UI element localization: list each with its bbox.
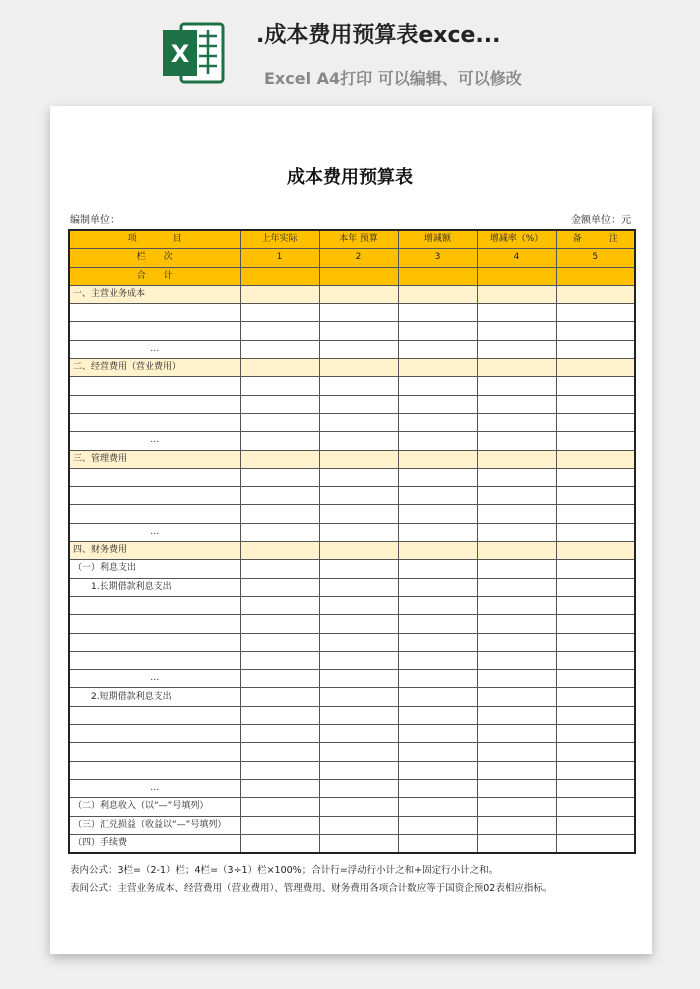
value-cell[interactable] <box>240 359 319 377</box>
value-cell[interactable] <box>319 340 398 358</box>
value-cell[interactable] <box>319 359 398 377</box>
value-cell[interactable] <box>477 542 556 560</box>
value-cell[interactable] <box>477 670 556 688</box>
value-cell[interactable] <box>398 578 477 596</box>
value-cell[interactable] <box>477 377 556 395</box>
value-cell[interactable] <box>556 450 635 468</box>
formula-note-inner: 表内公式：3栏=（2-1）栏；4栏=（3÷1）栏×100%；合计行=浮动行小计之和+固定行小计之和。 <box>70 865 499 876</box>
value-cell[interactable] <box>240 340 319 358</box>
value-cell[interactable] <box>398 633 477 651</box>
row-label-cell[interactable] <box>69 395 240 413</box>
value-cell[interactable] <box>477 633 556 651</box>
value-cell[interactable] <box>398 651 477 669</box>
value-cell[interactable] <box>240 633 319 651</box>
header-cell: 增减率（%） <box>477 230 556 249</box>
value-cell[interactable] <box>556 395 635 413</box>
row-label-cell[interactable] <box>69 725 240 743</box>
amount-unit-label: 金额单位：元 <box>571 215 631 226</box>
sheet-title: 成本费用预算表 <box>287 167 413 188</box>
row-label-cell[interactable]: … <box>69 523 240 541</box>
value-cell[interactable] <box>240 377 319 395</box>
value-cell[interactable] <box>398 560 477 578</box>
table-row <box>69 725 635 743</box>
value-cell[interactable] <box>477 834 556 853</box>
row-label-cell[interactable] <box>69 615 240 633</box>
value-cell[interactable] <box>398 359 477 377</box>
header-cell <box>556 267 635 285</box>
value-cell[interactable] <box>319 688 398 706</box>
value-cell[interactable] <box>556 505 635 523</box>
value-cell[interactable] <box>319 487 398 505</box>
row-label-cell[interactable]: … <box>69 340 240 358</box>
value-cell[interactable] <box>398 487 477 505</box>
row-label-cell[interactable] <box>69 743 240 761</box>
value-cell[interactable] <box>556 487 635 505</box>
table-row <box>69 651 635 669</box>
value-cell[interactable] <box>398 395 477 413</box>
value-cell[interactable] <box>240 450 319 468</box>
excel-icon-letter: X <box>170 40 190 68</box>
value-cell[interactable] <box>240 834 319 853</box>
section-row <box>69 542 635 560</box>
value-cell[interactable] <box>240 413 319 431</box>
value-cell[interactable] <box>556 670 635 688</box>
row-label-cell[interactable]: 四、财务费用 <box>69 542 240 560</box>
value-cell[interactable] <box>398 670 477 688</box>
value-cell[interactable] <box>240 798 319 816</box>
table-row <box>69 304 635 322</box>
value-cell[interactable] <box>319 304 398 322</box>
row-label-cell[interactable] <box>69 633 240 651</box>
value-cell[interactable] <box>398 505 477 523</box>
value-cell[interactable] <box>477 651 556 669</box>
value-cell[interactable] <box>319 834 398 853</box>
row-label-cell[interactable] <box>69 468 240 486</box>
value-cell[interactable] <box>556 413 635 431</box>
table-row <box>69 596 635 614</box>
value-cell[interactable] <box>319 779 398 797</box>
value-cell[interactable] <box>398 706 477 724</box>
table-row <box>69 798 635 816</box>
value-cell[interactable] <box>556 542 635 560</box>
value-cell[interactable] <box>556 816 635 834</box>
table-row <box>69 633 635 651</box>
value-cell[interactable] <box>240 578 319 596</box>
value-cell[interactable] <box>319 505 398 523</box>
value-cell[interactable] <box>240 505 319 523</box>
header-cell: 5 <box>556 249 635 267</box>
table-row <box>69 615 635 633</box>
table-row <box>69 487 635 505</box>
value-cell[interactable] <box>556 578 635 596</box>
value-cell[interactable] <box>556 779 635 797</box>
row-label-cell[interactable] <box>69 505 240 523</box>
value-cell[interactable] <box>477 596 556 614</box>
value-cell[interactable] <box>477 340 556 358</box>
value-cell[interactable] <box>398 761 477 779</box>
row-label-cell[interactable]: 1.长期借款利息支出 <box>69 578 240 596</box>
value-cell[interactable] <box>477 688 556 706</box>
value-cell[interactable] <box>319 523 398 541</box>
value-cell[interactable] <box>398 285 477 303</box>
value-cell[interactable] <box>477 413 556 431</box>
row-label-cell[interactable] <box>69 651 240 669</box>
value-cell[interactable] <box>240 523 319 541</box>
value-cell[interactable] <box>398 834 477 853</box>
table-row <box>69 816 635 834</box>
value-cell[interactable] <box>556 725 635 743</box>
value-cell[interactable] <box>556 285 635 303</box>
row-label-cell[interactable] <box>69 304 240 322</box>
value-cell[interactable] <box>319 761 398 779</box>
value-cell[interactable] <box>240 725 319 743</box>
row-label-cell[interactable]: … <box>69 432 240 450</box>
value-cell[interactable] <box>240 395 319 413</box>
header-row <box>69 249 635 267</box>
value-cell[interactable] <box>477 560 556 578</box>
value-cell[interactable] <box>319 560 398 578</box>
value-cell[interactable] <box>398 450 477 468</box>
value-cell[interactable] <box>398 413 477 431</box>
value-cell[interactable] <box>556 304 635 322</box>
row-label-cell[interactable]: 二、经营费用（营业费用） <box>69 359 240 377</box>
value-cell[interactable] <box>398 725 477 743</box>
table-row <box>69 834 635 853</box>
value-cell[interactable] <box>477 578 556 596</box>
value-cell[interactable] <box>556 340 635 358</box>
row-label-cell[interactable] <box>69 761 240 779</box>
header-cell: 本年 预算 <box>319 230 398 249</box>
table-row <box>69 432 635 450</box>
value-cell[interactable] <box>240 816 319 834</box>
value-cell[interactable] <box>319 377 398 395</box>
value-cell[interactable] <box>477 285 556 303</box>
header-label-cell: 项 目 <box>69 230 240 249</box>
value-cell[interactable] <box>398 688 477 706</box>
value-cell[interactable] <box>477 798 556 816</box>
table-row <box>69 505 635 523</box>
table-row <box>69 688 635 706</box>
value-cell[interactable] <box>319 670 398 688</box>
value-cell[interactable] <box>398 304 477 322</box>
value-cell[interactable] <box>319 596 398 614</box>
row-label-cell[interactable]: 一、主营业务成本 <box>69 285 240 303</box>
value-cell[interactable] <box>240 304 319 322</box>
value-cell[interactable] <box>240 670 319 688</box>
value-cell[interactable] <box>398 523 477 541</box>
header-cell: 1 <box>240 249 319 267</box>
budget-table <box>68 229 636 854</box>
header-cell <box>319 267 398 285</box>
value-cell[interactable] <box>556 688 635 706</box>
value-cell[interactable] <box>477 706 556 724</box>
page-header <box>0 0 700 100</box>
value-cell[interactable] <box>556 523 635 541</box>
section-row <box>69 359 635 377</box>
header-cell: 备 注 <box>556 230 635 249</box>
value-cell[interactable] <box>398 596 477 614</box>
header-cell <box>398 267 477 285</box>
value-cell[interactable] <box>556 468 635 486</box>
row-label-cell[interactable]: … <box>69 779 240 797</box>
value-cell[interactable] <box>477 359 556 377</box>
value-cell[interactable] <box>319 578 398 596</box>
value-cell[interactable] <box>398 468 477 486</box>
value-cell[interactable] <box>240 468 319 486</box>
value-cell[interactable] <box>556 615 635 633</box>
value-cell[interactable] <box>556 651 635 669</box>
value-cell[interactable] <box>319 542 398 560</box>
value-cell[interactable] <box>319 725 398 743</box>
value-cell[interactable] <box>556 560 635 578</box>
table-row <box>69 706 635 724</box>
row-label-cell[interactable] <box>69 322 240 340</box>
value-cell[interactable] <box>319 615 398 633</box>
table-row <box>69 395 635 413</box>
header-cell: 4 <box>477 249 556 267</box>
row-label-cell[interactable]: （二）利息收入（以“—”号填列） <box>69 798 240 816</box>
table-row <box>69 670 635 688</box>
value-cell[interactable] <box>398 798 477 816</box>
header-label-cell: 合 计 <box>69 267 240 285</box>
value-cell[interactable] <box>477 487 556 505</box>
table-row <box>69 560 635 578</box>
value-cell[interactable] <box>477 761 556 779</box>
value-cell[interactable] <box>556 377 635 395</box>
value-cell[interactable] <box>319 816 398 834</box>
value-cell[interactable] <box>240 596 319 614</box>
row-label-cell[interactable]: （三）汇兑损益（收益以“—”号填列） <box>69 816 240 834</box>
value-cell[interactable] <box>319 285 398 303</box>
value-cell[interactable] <box>240 615 319 633</box>
value-cell[interactable] <box>398 432 477 450</box>
value-cell[interactable] <box>240 487 319 505</box>
table-row <box>69 761 635 779</box>
value-cell[interactable] <box>319 798 398 816</box>
value-cell[interactable] <box>556 359 635 377</box>
header-row <box>69 267 635 285</box>
table-row <box>69 340 635 358</box>
value-cell[interactable] <box>319 322 398 340</box>
table-row <box>69 468 635 486</box>
value-cell[interactable] <box>319 651 398 669</box>
value-cell[interactable] <box>398 542 477 560</box>
value-cell[interactable] <box>240 560 319 578</box>
row-label-cell[interactable]: 三、管理费用 <box>69 450 240 468</box>
table-row <box>69 779 635 797</box>
value-cell[interactable] <box>240 285 319 303</box>
value-cell[interactable] <box>319 468 398 486</box>
row-label-cell[interactable]: 2.短期借款利息支出 <box>69 688 240 706</box>
value-cell[interactable] <box>556 761 635 779</box>
value-cell[interactable] <box>398 779 477 797</box>
row-label-cell[interactable]: … <box>69 670 240 688</box>
value-cell[interactable] <box>477 322 556 340</box>
header-label-cell: 栏 次 <box>69 249 240 267</box>
value-cell[interactable] <box>477 432 556 450</box>
value-cell[interactable] <box>319 413 398 431</box>
value-cell[interactable] <box>240 542 319 560</box>
preparer-unit-label: 编制单位： <box>70 215 120 226</box>
value-cell[interactable] <box>477 779 556 797</box>
table-row <box>69 413 635 431</box>
excel-icon <box>161 20 227 86</box>
row-label-cell[interactable] <box>69 596 240 614</box>
value-cell[interactable] <box>240 761 319 779</box>
section-row <box>69 285 635 303</box>
table-row <box>69 322 635 340</box>
value-cell[interactable] <box>477 395 556 413</box>
value-cell[interactable] <box>477 505 556 523</box>
header-cell: 3 <box>398 249 477 267</box>
value-cell[interactable] <box>556 432 635 450</box>
document-subtitle: Excel A4打印 可以编辑、可以修改 <box>264 69 522 88</box>
value-cell[interactable] <box>319 432 398 450</box>
value-cell[interactable] <box>240 779 319 797</box>
table-row <box>69 578 635 596</box>
value-cell[interactable] <box>319 450 398 468</box>
value-cell[interactable] <box>319 395 398 413</box>
value-cell[interactable] <box>398 377 477 395</box>
value-cell[interactable] <box>477 615 556 633</box>
header-cell <box>477 267 556 285</box>
document-title: .成本费用预算表exce... <box>256 23 501 48</box>
value-cell[interactable] <box>398 322 477 340</box>
value-cell[interactable] <box>240 651 319 669</box>
value-cell[interactable] <box>240 432 319 450</box>
header-cell: 2 <box>319 249 398 267</box>
row-label-cell[interactable] <box>69 413 240 431</box>
value-cell[interactable] <box>319 743 398 761</box>
value-cell[interactable] <box>398 743 477 761</box>
table-row <box>69 743 635 761</box>
header-cell: 增减额 <box>398 230 477 249</box>
value-cell[interactable] <box>319 633 398 651</box>
row-label-cell[interactable] <box>69 487 240 505</box>
value-cell[interactable] <box>240 743 319 761</box>
value-cell[interactable] <box>398 340 477 358</box>
value-cell[interactable] <box>477 743 556 761</box>
value-cell[interactable] <box>240 706 319 724</box>
value-cell[interactable] <box>319 706 398 724</box>
value-cell[interactable] <box>556 743 635 761</box>
formula-note-cross: 表间公式：主营业务成本、经营费用（营业费用）、管理费用、财务费用各项合计数应等于国资企预02表相应指标。 <box>70 883 553 894</box>
value-cell[interactable] <box>556 798 635 816</box>
value-cell[interactable] <box>240 322 319 340</box>
row-label-cell[interactable]: （四）手续费 <box>69 834 240 853</box>
value-cell[interactable] <box>398 615 477 633</box>
header-cell <box>240 267 319 285</box>
value-cell[interactable] <box>398 816 477 834</box>
value-cell[interactable] <box>477 468 556 486</box>
value-cell[interactable] <box>477 816 556 834</box>
value-cell[interactable] <box>477 304 556 322</box>
value-cell[interactable] <box>556 706 635 724</box>
header-row <box>69 230 635 249</box>
header-cell: 上年实际 <box>240 230 319 249</box>
value-cell[interactable] <box>477 725 556 743</box>
value-cell[interactable] <box>556 633 635 651</box>
table-row <box>69 523 635 541</box>
table-row <box>69 377 635 395</box>
value-cell[interactable] <box>477 450 556 468</box>
budget-table-body <box>69 230 635 853</box>
value-cell[interactable] <box>477 523 556 541</box>
section-row <box>69 450 635 468</box>
value-cell[interactable] <box>556 596 635 614</box>
row-label-cell[interactable]: （一）利息支出 <box>69 560 240 578</box>
value-cell[interactable] <box>240 688 319 706</box>
value-cell[interactable] <box>556 322 635 340</box>
row-label-cell[interactable] <box>69 377 240 395</box>
row-label-cell[interactable] <box>69 706 240 724</box>
value-cell[interactable] <box>556 834 635 853</box>
